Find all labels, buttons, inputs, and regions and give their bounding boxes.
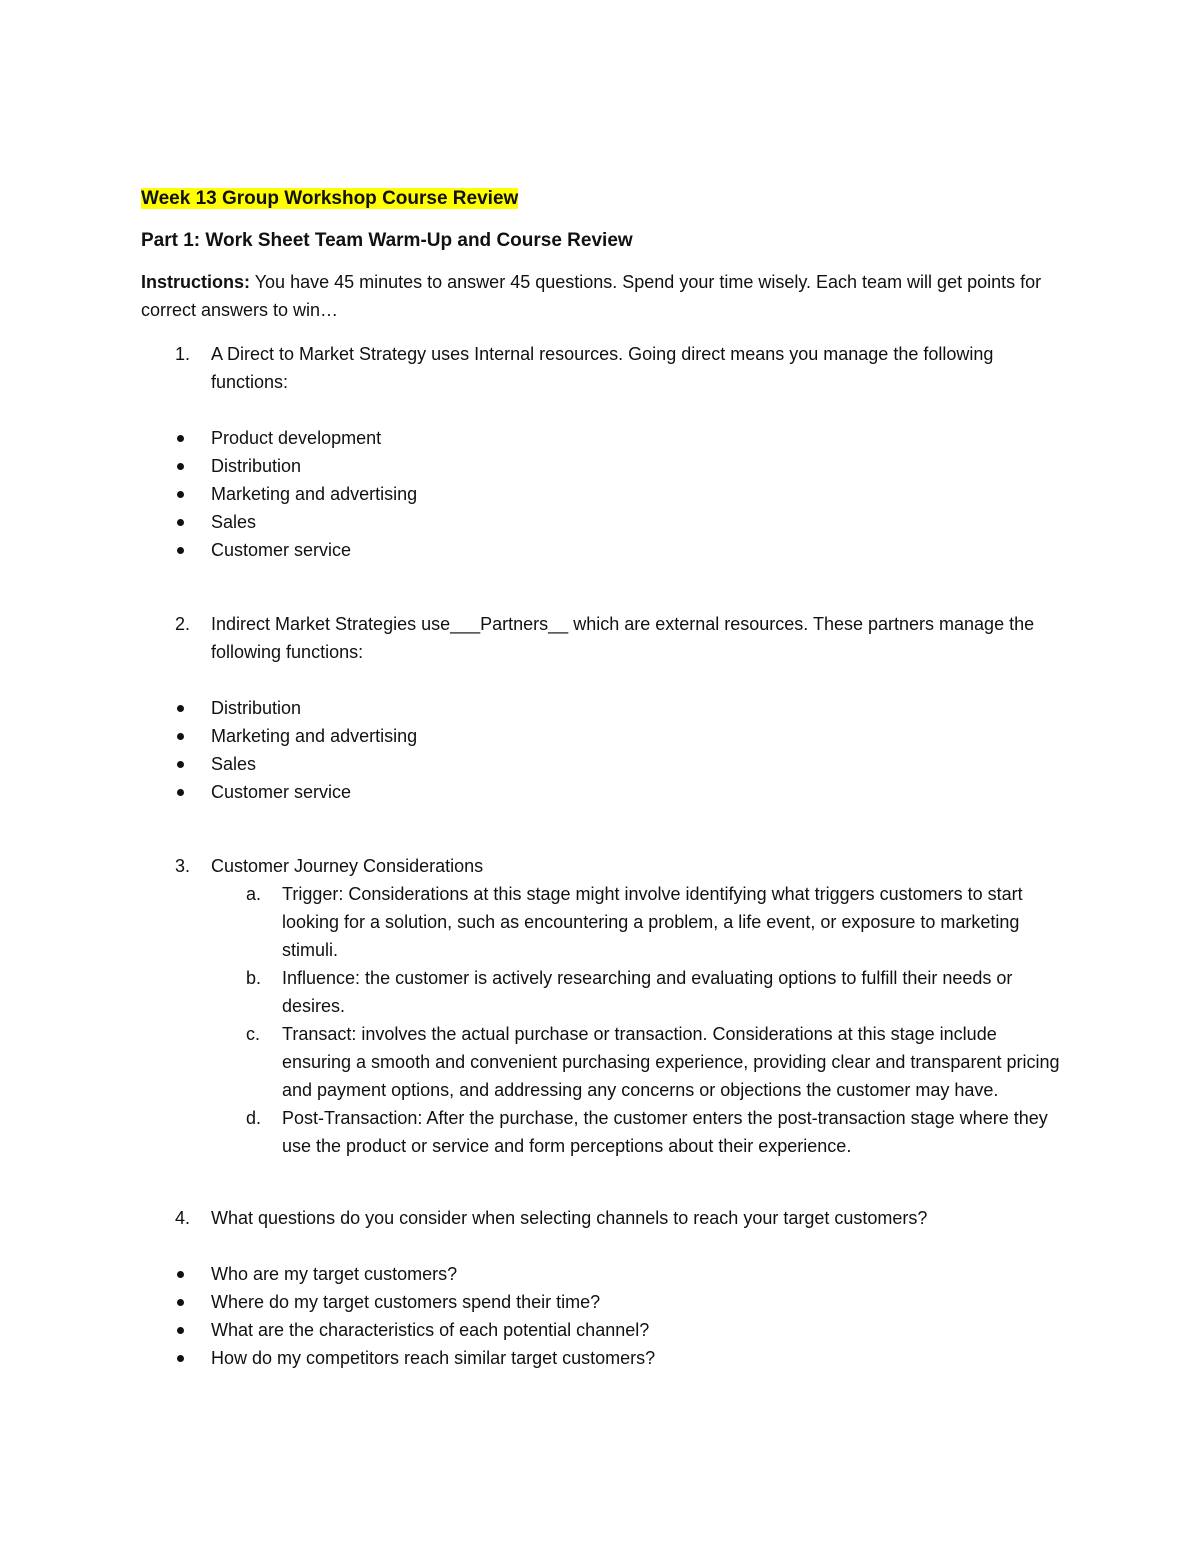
question-text: Indirect Market Strategies use___Partners__ which are external resources. These partners manage the following functions:: [211, 614, 1035, 662]
question-1-bullets: [141, 424, 1066, 564]
list-item: [141, 750, 1066, 778]
bullet-text: Distribution: [211, 698, 302, 718]
bullet-icon: [177, 435, 184, 442]
bullet-icon: [177, 463, 184, 470]
question-number: 1.: [175, 344, 191, 364]
instructions-label: Instructions:: [141, 272, 251, 292]
list-item: [141, 424, 1066, 452]
bullet-icon: [177, 519, 184, 526]
item-letter: a.: [246, 884, 262, 904]
bullet-icon: [177, 789, 184, 796]
list-item: [141, 480, 1066, 508]
bullet-text: Customer service: [211, 540, 352, 560]
title-highlight: Week 13 Group Workshop Course Review: [141, 188, 519, 209]
item-text: Post-Transaction: After the purchase, the customer enters the post-transaction stage where they use the product or service and form perceptions about their experience.: [282, 1108, 1048, 1156]
question-number: 2.: [175, 614, 191, 634]
question-number: 3.: [175, 856, 191, 876]
list-item: [141, 508, 1066, 536]
bullet-text: Sales: [211, 512, 257, 532]
list-item: [141, 694, 1066, 722]
list-item: [141, 880, 1066, 964]
item-letter: c.: [246, 1024, 261, 1044]
question-text: A Direct to Market Strategy uses Internal resources. Going direct means you manage the following functions:: [211, 344, 994, 392]
list-item: [141, 1260, 1066, 1288]
question-1: [141, 340, 1066, 396]
list-item: [141, 1104, 1066, 1160]
bullet-text: Who are my target customers?: [211, 1264, 458, 1284]
item-text: Transact: involves the actual purchase or transaction. Considerations at this stage include ensuring a smooth and convenient purchasing experience, providing clear and transparent pricing and payment options, and addressing any concerns or objections the customer may have.: [282, 1024, 1060, 1100]
question-2-bullets: [141, 694, 1066, 806]
bullet-icon: [177, 761, 184, 768]
list-item: [141, 1020, 1066, 1104]
bullet-text: Customer service: [211, 782, 352, 802]
section-heading: Part 1: Work Sheet Team Warm-Up and Course Review: [141, 230, 633, 251]
bullet-icon: [177, 1271, 184, 1278]
question-4: [141, 1204, 1066, 1232]
question-2: [141, 610, 1066, 666]
item-text: Influence: the customer is actively researching and evaluating options to fulfill their needs or desires.: [282, 968, 1013, 1016]
bullet-icon: [177, 547, 184, 554]
list-item: [141, 452, 1066, 480]
bullet-text: Marketing and advertising: [211, 726, 418, 746]
bullet-text: How do my competitors reach similar target customers?: [211, 1348, 656, 1368]
bullet-icon: [177, 1327, 184, 1334]
bullet-icon: [177, 491, 184, 498]
list-item: [141, 1288, 1066, 1316]
bullet-icon: [177, 733, 184, 740]
list-item: [141, 1344, 1066, 1372]
document-title: [141, 184, 1066, 214]
list-item: [141, 778, 1066, 806]
bullet-text: Where do my target customers spend their time?: [211, 1292, 601, 1312]
question-3: [141, 852, 1066, 880]
bullet-icon: [177, 705, 184, 712]
list-item: [141, 536, 1066, 564]
bullet-text: Sales: [211, 754, 257, 774]
item-letter: d.: [246, 1108, 262, 1128]
bullet-text: Marketing and advertising: [211, 484, 418, 504]
item-text: Trigger: Considerations at this stage might involve identifying what triggers customers to start looking for a solution, such as encountering a problem, a life event, or exposure to marketing stimuli.: [282, 884, 1023, 960]
document-body: [141, 184, 1066, 1372]
bullet-icon: [177, 1355, 184, 1362]
bullet-text: Product development: [211, 428, 382, 448]
instructions-text: You have 45 minutes to answer 45 questions. Spend your time wisely. Each team will get points for correct answers to win…: [141, 272, 1042, 320]
question-3-subitems: [141, 880, 1066, 1160]
list-item: [141, 1316, 1066, 1344]
list-item: [141, 964, 1066, 1020]
question-4-bullets: [141, 1260, 1066, 1372]
instructions-paragraph: [141, 268, 1066, 324]
list-item: [141, 722, 1066, 750]
bullet-text: Distribution: [211, 456, 302, 476]
bullet-text: What are the characteristics of each potential channel?: [211, 1320, 650, 1340]
bullet-icon: [177, 1299, 184, 1306]
item-letter: b.: [246, 968, 262, 988]
question-text: What questions do you consider when selecting channels to reach your target customers?: [211, 1208, 928, 1228]
question-text: Customer Journey Considerations: [211, 856, 484, 876]
question-number: 4.: [175, 1208, 191, 1228]
